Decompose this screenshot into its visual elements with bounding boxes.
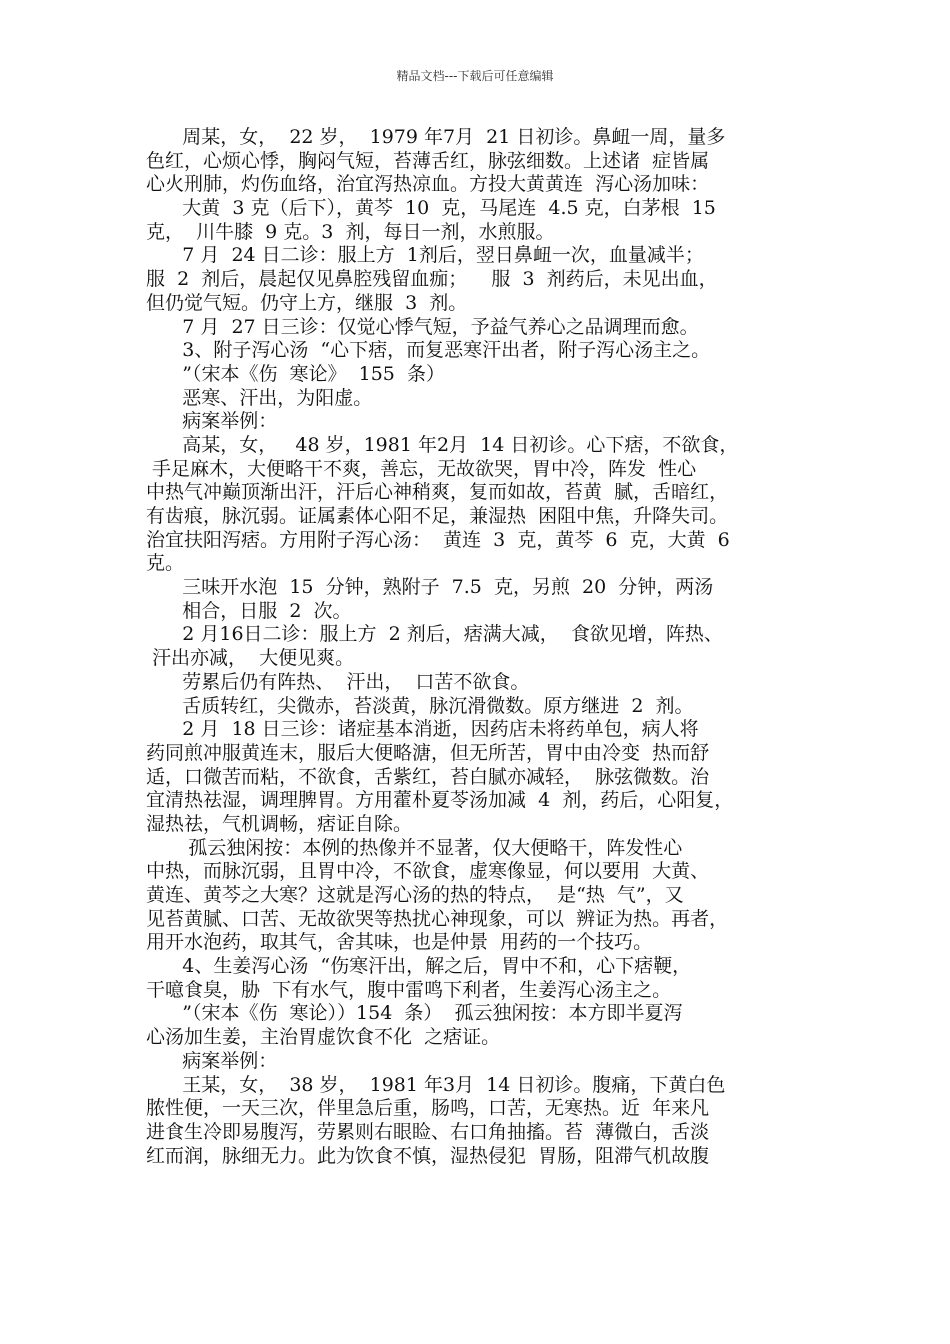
text-line: 治宜扶阳泻痞。方用附子泻心汤： 黄连 3 克，黄芩 6 克，大黄 6 — [146, 528, 730, 551]
text-line: 黄连、黄芩之大寒？这就是泻心汤的热的特点， 是“热 气”，又 — [146, 884, 684, 906]
text-line: 3、附子泻心汤 “心下痞，而复恶寒汗出者，附子泻心汤主之。 — [146, 339, 711, 362]
text-line: 心汤加生姜，主治胃虚饮食不化 之痞证。 — [146, 1026, 501, 1049]
text-line: 服 2 剂后，晨起仅见鼻腔残留血痂； 服 3 剂药后，未见出血， — [146, 268, 718, 291]
text-line: 周某，女， 22 岁， 1979 年7月 21 日初诊。鼻衄一周，量多 — [146, 126, 726, 148]
text-line: 湿热祛，气机调畅，痞证自除。 — [146, 812, 413, 835]
text-line: 药同煎冲服黄连末，服后大便略溏，但无所苦，胃中由冷变 热而舒 — [146, 741, 710, 764]
text-line: 克。 — [146, 552, 185, 575]
text-line: 7 月 27 日三诊：仅觉心悸气短，予益气养心之品调理而愈。 — [146, 315, 699, 338]
text-line: 7 月 24 日二诊：服上方 1剂后，翌日鼻衄一次，血量减半； — [146, 244, 704, 267]
text-line: 心火刑肺，灼伤血络，治宜泻热凉血。方投大黄黄连 泻心汤加味： — [146, 173, 710, 196]
text-line: 恶寒、汗出，为阳虚。 — [146, 386, 373, 409]
text-line: 用开水泡药，取其气，舍其味，也是仲景 用药的一个技巧。 — [146, 931, 653, 954]
text-line: 中热气冲巅顶渐出汗，汗后心神稍爽，复而如故，苔黄 腻，舌暗红， — [146, 481, 729, 504]
text-line: ”（宋本《伤 寒论））154 条） 孤云独闲按：本方即半夏泻 — [146, 1002, 683, 1025]
text-line: 汗出亦减， 大便见爽。 — [146, 647, 355, 670]
text-line: 有齿痕，脉沉弱。证属素体心阳不足，兼湿热 困阻中焦，升降失司。 — [146, 505, 729, 527]
text-line: 中热，而脉沉弱，且胃中冷，不欲食，虚寒像显，何以要用 大黄、 — [146, 860, 710, 883]
page-header: 精品文档---下载后可任意编辑 — [396, 69, 554, 83]
text-line: ”（宋本《伤 寒论》 155 条） — [146, 362, 445, 385]
text-line: 色红，心烦心悸，胸闷气短，苔薄舌红，脉弦细数。上述诸 症皆属 — [146, 149, 710, 172]
text-line: 劳累后仍有阵热、 汗出， 口苦不欲食。 — [146, 670, 530, 693]
text-line: 但仍觉气短。仍守上方，继服 3 剂。 — [146, 291, 468, 314]
text-line: 2 月16日二诊：服上方 2 剂后，痞满大减， 食欲见增，阵热、 — [146, 623, 723, 646]
text-line: 病案举例： — [146, 410, 278, 433]
text-line: 三味开水泡 15 分钟，熟附子 7.5 克，另煎 20 分钟，两汤 — [146, 576, 714, 599]
text-line: 手足麻木，大便略干不爽，善忘，无故欲哭，胃中冷，阵发 性心 — [146, 457, 697, 480]
text-line: 孤云独闲按：本例的热像并不显著，仅大便略干，阵发性心 — [146, 836, 683, 859]
text-line: 干噫食臭，胁 下有水气，腹中雷鸣下利者，生姜泻心汤主之。 — [146, 978, 672, 1001]
text-line: 红而润，脉细无力。此为饮食不慎，湿热侵犯 胃肠，阻滞气机故腹 — [146, 1144, 710, 1167]
text-line: 舌质转红，尖微赤，苔淡黄，脉沉滑微数。原方继进 2 剂。 — [146, 694, 694, 717]
text-line: 脓性便，一天三次，伴里急后重，肠鸣，口苦，无寒热。近 年来凡 — [146, 1097, 710, 1120]
text-line: 4、生姜泻心汤 “伤寒汗出，解之后，胃中不和，心下痞鞕， — [146, 955, 692, 978]
text-line: 进食生冷即易腹泻，劳累则右眼睑、右口角抽搐。苔 薄微白，舌淡 — [146, 1120, 710, 1143]
document-body — [146, 126, 818, 1168]
text-line: 大黄 3 克（后下），黄芩 10 克，马尾连 4.5 克，白茅根 15 — [146, 197, 716, 220]
text-line: 高某，女， 48 岁，1981 年2月 14 日初诊。心下痞，不欲食， — [146, 433, 739, 456]
text-line: 相合，日服 2 次。 — [146, 599, 352, 622]
text-line: 病案举例： — [146, 1049, 278, 1072]
text-line: 2 月 18 日三诊：诸症基本消逝，因药店未将药单包，病人将 — [146, 718, 699, 741]
text-line: 适，口微苦而粘，不欲食，舌紫红，苔白腻亦减轻， 脉弦微数。治 — [146, 765, 710, 788]
text-line: 王某，女， 38 岁， 1981 年3月 14 日初诊。腹痛，下黄白色 — [146, 1073, 726, 1096]
text-line: 宜清热祛湿，调理脾胃。方用藿朴夏苓汤加减 4 剂，药后，心阳复， — [146, 789, 734, 812]
text-line: 克， 川牛膝 9 克。3 剂，每日一剂，水煎服。 — [146, 220, 555, 243]
text-line: 见苔黄腻、口苦、无故欲哭等热扰心神现象，可以 辨证为热。再者， — [146, 907, 729, 930]
